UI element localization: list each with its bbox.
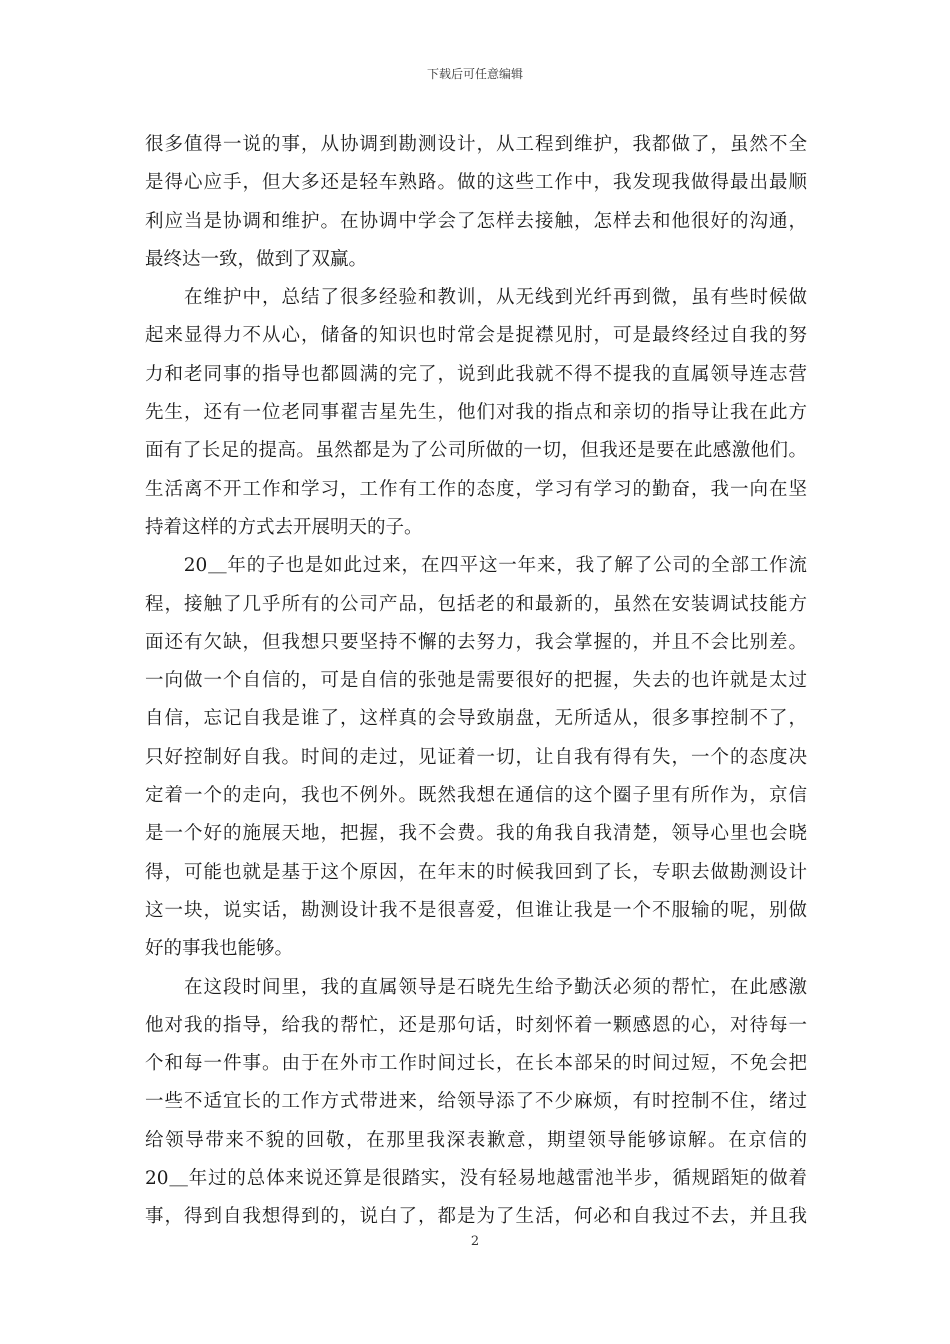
text-line: 20＿年过的总体来说还算是很踏实，没有轻易地越雷池半步，循规蹈矩的做着 <box>145 1168 807 1190</box>
text-line: 一些不适宜长的工作方式带进来，给领导添了不少麻烦，有时控制不住，绪过 <box>145 1091 807 1113</box>
text-line: 他对我的指导，给我的帮忙，还是那句话，时刻怀着一颗感恩的心，对待每一 <box>145 1014 807 1036</box>
text-line: 最终达一致，做到了双赢。 <box>145 248 368 270</box>
text-line: 定着一个的走向，我也不例外。既然我想在通信的这个圈子里有所作为，京信 <box>145 785 807 807</box>
text-line: 好的事我也能够。 <box>145 938 294 960</box>
text-line: 先生，还有一位老同事翟吉星先生，他们对我的指点和亲切的指导让我在此方 <box>145 402 807 424</box>
text-line: 这一块，说实话，勘测设计我不是很喜爱，但谁让我是一个不服输的呢，别做 <box>145 899 807 921</box>
text-line: 得，可能也就是基于这个原因，在年末的时候我回到了长，专职去做勘测设计 <box>145 861 807 883</box>
text-line: 是得心应手，但大多还是轻车熟路。做的这些工作中，我发现我做得最出最顺 <box>145 172 807 194</box>
text-line: 起来显得力不从心，储备的知识也时常会是捉襟见肘，可是最终经过自我的努 <box>145 325 807 347</box>
text-line: 面还有欠缺，但我想只要坚持不懈的去努力，我会掌握的，并且不会比别差。 <box>145 631 807 653</box>
text-line: 利应当是协调和维护。在协调中学会了怎样去接触，怎样去和他很好的沟通， <box>145 210 807 232</box>
text-line: 生活离不开工作和学习，工作有工作的态度，学习有学习的勤奋，我一向在坚 <box>145 478 807 500</box>
text-line: 给领导带来不貌的回敬，在那里我深表歉意，期望领导能够谅解。在京信的 <box>145 1129 807 1151</box>
text-line: 很多值得一说的事，从协调到勘测设计，从工程到维护，我都做了，虽然不全 <box>145 134 807 155</box>
paragraph <box>145 969 807 1237</box>
text-line: 一向做一个自信的，可是自信的张弛是需要很好的把握，失去的也许就是太过 <box>145 670 807 692</box>
text-line: 自信，忘记自我是谁了，这样真的会导致崩盘，无所适从，很多事控制不了， <box>145 708 807 730</box>
text-line: 20＿年的子也是如此过来，在四平这一年来，我了解了公司的全部工作流 <box>145 555 807 577</box>
paragraph <box>145 126 807 279</box>
text-line: 在维护中，总结了很多经验和教训，从无线到光纤再到微，虽有些时候做 <box>145 287 807 309</box>
text-line: 事，得到自我想得到的，说白了，都是为了生活，何必和自我过不去，并且我 <box>145 1206 807 1228</box>
text-line: 只好控制好自我。时间的走过，见证着一切，让自我有得有失，一个的态度决 <box>145 746 807 768</box>
paragraph <box>145 279 807 547</box>
text-line: 持着这样的方式去开展明天的子。 <box>145 516 423 538</box>
page-number: 2 <box>470 1234 480 1249</box>
text-line: 是一个好的施展天地，把握，我不会费。我的角我自我清楚，领导心里也会晓 <box>145 823 807 845</box>
text-line: 个和每一件事。由于在外市工作时间过长，在长本部呆的时间过短，不免会把 <box>145 1053 807 1075</box>
text-line: 力和老同事的指导也都圆满的完了，说到此我就不得不提我的直属领导连志营 <box>145 363 807 385</box>
paragraph <box>145 547 807 968</box>
text-line: 程，接触了几乎所有的公司产品，包括老的和最新的，虽然在安装调试技能方 <box>145 593 807 615</box>
document-body <box>145 126 807 1237</box>
text-line: 面有了长足的提高。虽然都是为了公司所做的一切，但我还是要在此感激他们。 <box>145 440 807 462</box>
text-line: 在这段时间里，我的直属领导是石晓先生给予勤沃必须的帮忙，在此感激 <box>145 976 807 998</box>
page-header: 下载后可任意编辑 <box>426 67 523 81</box>
